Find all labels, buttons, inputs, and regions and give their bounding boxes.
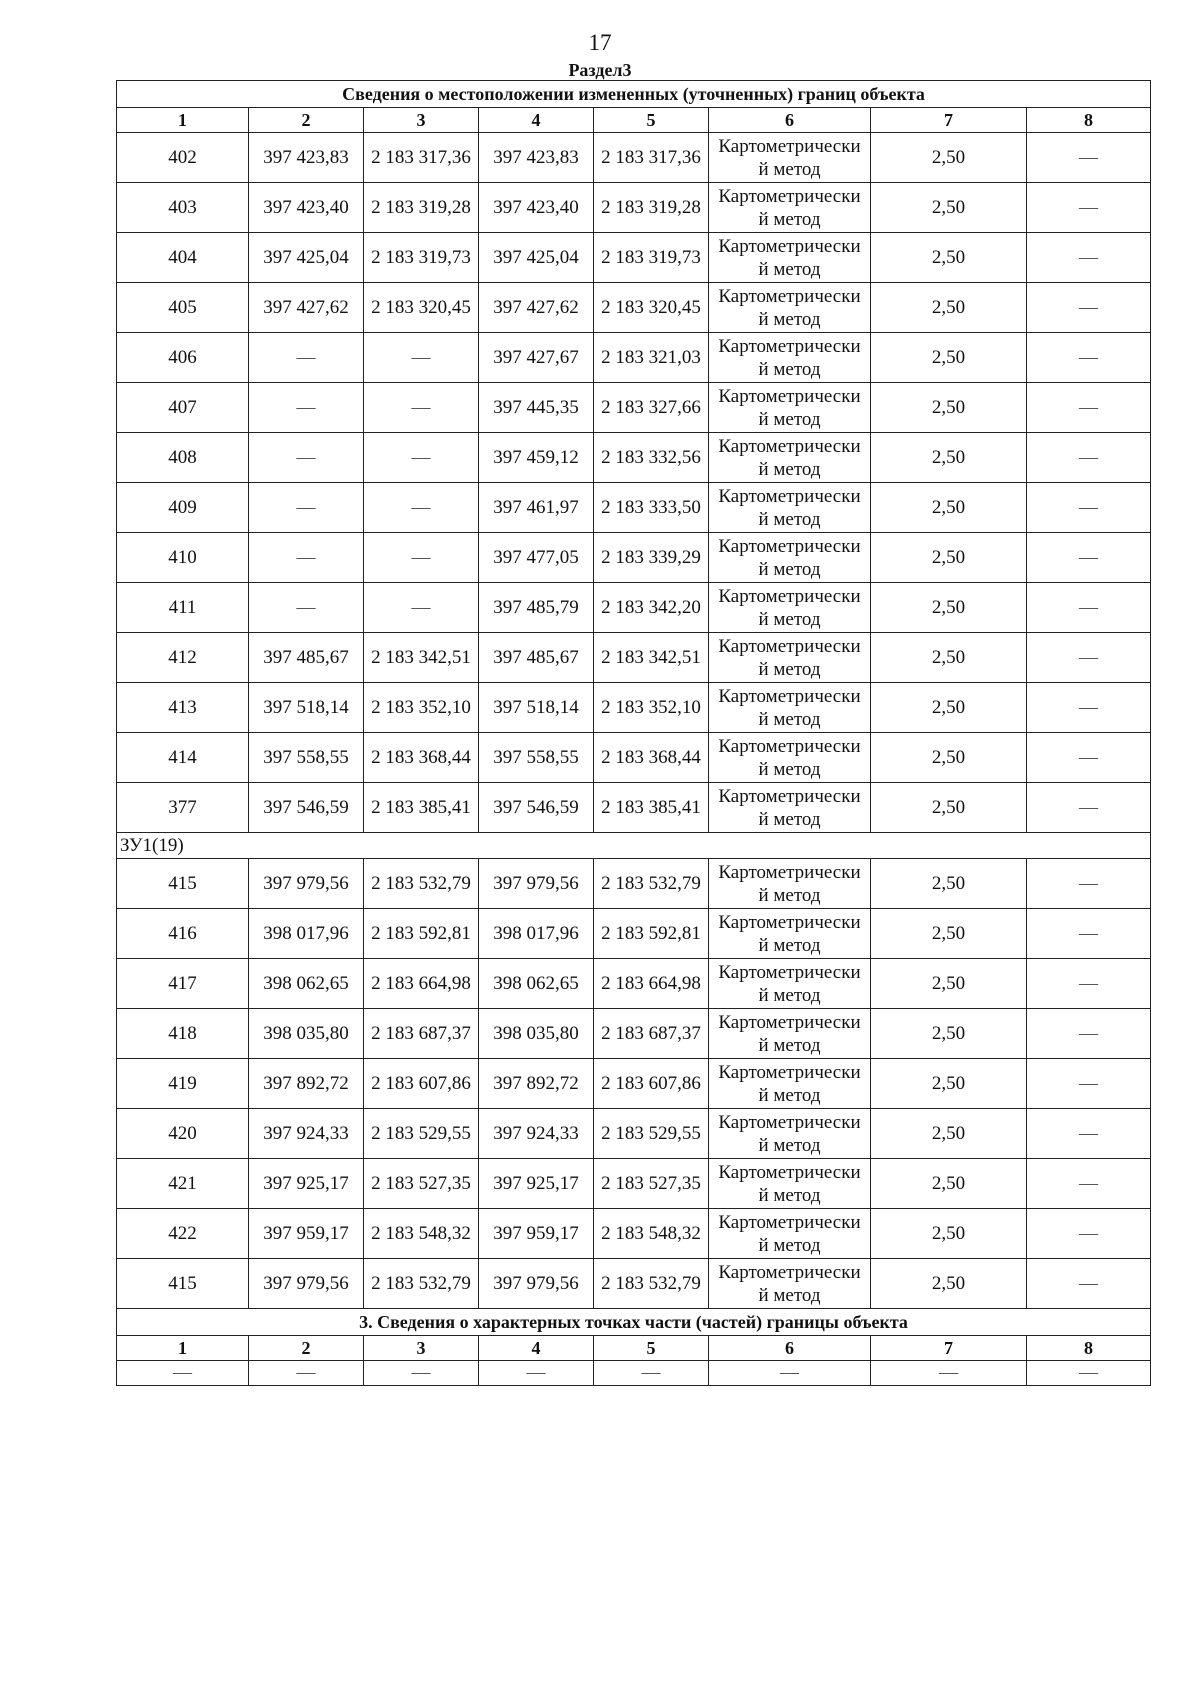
y-existing-cell: 2 183 687,37	[364, 1009, 479, 1059]
method-text-line1: Картометрически	[718, 235, 861, 257]
empty-cell: —	[249, 1361, 364, 1386]
method-text-line1: Картометрически	[718, 861, 861, 883]
x-existing-cell: 397 924,33	[249, 1109, 364, 1159]
point-number-cell: 405	[117, 283, 249, 333]
point-number-cell: 402	[117, 133, 249, 183]
table-row	[117, 1259, 1151, 1309]
y-existing-cell: 2 183 664,98	[364, 959, 479, 1009]
y-refined-cell: 2 183 548,32	[594, 1209, 709, 1259]
x-refined-cell: 397 892,72	[479, 1059, 594, 1109]
method-text-line1: Картометрически	[718, 1111, 861, 1133]
x-refined-cell: 397 924,33	[479, 1109, 594, 1159]
x-refined-cell: 397 425,04	[479, 233, 594, 283]
point-number-cell: 419	[117, 1059, 249, 1109]
y-refined-cell: 2 183 319,73	[594, 233, 709, 283]
description-cell: —	[1027, 483, 1151, 533]
description-cell: —	[1027, 383, 1151, 433]
method-text-line2: й метод	[758, 658, 821, 680]
table-row	[117, 1361, 1151, 1386]
y-refined-cell: 2 183 607,86	[594, 1059, 709, 1109]
x-existing-cell: 397 427,62	[249, 283, 364, 333]
x-refined-cell: 397 979,56	[479, 1259, 594, 1309]
description-cell: —	[1027, 333, 1151, 383]
point-number-cell: 406	[117, 333, 249, 383]
accuracy-cell: 2,50	[871, 233, 1027, 283]
y-existing-cell: 2 183 532,79	[364, 1259, 479, 1309]
column-number: 4	[479, 1336, 594, 1361]
method-cell	[709, 1109, 871, 1159]
y-existing-cell: —	[364, 433, 479, 483]
x-refined-cell: 397 558,55	[479, 733, 594, 783]
accuracy-cell: 2,50	[871, 1159, 1027, 1209]
table-title-row	[117, 81, 1151, 108]
column-number: 7	[871, 108, 1027, 133]
description-cell: —	[1027, 283, 1151, 333]
method-text-line2: й метод	[758, 1084, 821, 1106]
table-row	[117, 1009, 1151, 1059]
description-cell: —	[1027, 783, 1151, 833]
table2-title-row	[117, 1309, 1151, 1336]
x-refined-cell: 397 427,62	[479, 283, 594, 333]
y-existing-cell: 2 183 342,51	[364, 633, 479, 683]
x-existing-cell: 397 925,17	[249, 1159, 364, 1209]
table-row	[117, 433, 1151, 483]
accuracy-cell: 2,50	[871, 959, 1027, 1009]
description-cell: —	[1027, 233, 1151, 283]
method-text-line2: й метод	[758, 708, 821, 730]
accuracy-cell: 2,50	[871, 333, 1027, 383]
column-number: 7	[871, 1336, 1027, 1361]
point-number-cell: 418	[117, 1009, 249, 1059]
point-number-cell: 410	[117, 533, 249, 583]
y-refined-cell: 2 183 342,51	[594, 633, 709, 683]
point-number-cell: 412	[117, 633, 249, 683]
description-cell: —	[1027, 433, 1151, 483]
point-number-cell: 404	[117, 233, 249, 283]
method-text-line2: й метод	[758, 1034, 821, 1056]
column-number: 8	[1027, 108, 1151, 133]
method-text-line1: Картометрически	[718, 1011, 861, 1033]
x-refined-cell: 397 485,67	[479, 633, 594, 683]
x-refined-cell: 398 062,65	[479, 959, 594, 1009]
table-row	[117, 483, 1151, 533]
method-text-line1: Картометрически	[718, 335, 861, 357]
x-existing-cell: —	[249, 383, 364, 433]
point-number-cell: 415	[117, 1259, 249, 1309]
x-refined-cell: 397 477,05	[479, 533, 594, 583]
table-row	[117, 859, 1151, 909]
table-row	[117, 633, 1151, 683]
accuracy-cell: 2,50	[871, 583, 1027, 633]
empty-cell: —	[871, 1361, 1027, 1386]
method-text-line1: Картометрически	[718, 585, 861, 607]
page-number: 17	[588, 30, 612, 55]
x-existing-cell: 397 485,67	[249, 633, 364, 683]
y-refined-cell: 2 183 333,50	[594, 483, 709, 533]
y-refined-cell: 2 183 352,10	[594, 683, 709, 733]
description-cell: —	[1027, 1109, 1151, 1159]
column-number: 4	[479, 108, 594, 133]
method-text-line2: й метод	[758, 1134, 821, 1156]
x-refined-cell: 397 461,97	[479, 483, 594, 533]
x-refined-cell: 397 518,14	[479, 683, 594, 733]
column-number: 1	[117, 1336, 249, 1361]
y-refined-cell: 2 183 332,56	[594, 433, 709, 483]
method-cell	[709, 183, 871, 233]
table-row	[117, 583, 1151, 633]
table-row	[117, 783, 1151, 833]
accuracy-cell: 2,50	[871, 533, 1027, 583]
accuracy-cell: 2,50	[871, 383, 1027, 433]
point-number-cell: 411	[117, 583, 249, 633]
column-number: 2	[249, 108, 364, 133]
description-cell: —	[1027, 1209, 1151, 1259]
method-cell	[709, 333, 871, 383]
x-refined-cell: 398 017,96	[479, 909, 594, 959]
method-text-line2: й метод	[758, 458, 821, 480]
x-existing-cell: 397 979,56	[249, 1259, 364, 1309]
method-text-line1: Картометрически	[718, 435, 861, 457]
method-cell	[709, 733, 871, 783]
accuracy-cell: 2,50	[871, 733, 1027, 783]
method-text-line1: Картометрически	[718, 735, 861, 757]
y-existing-cell: —	[364, 483, 479, 533]
x-existing-cell: —	[249, 333, 364, 383]
y-refined-cell: 2 183 320,45	[594, 283, 709, 333]
method-text-line1: Картометрически	[718, 961, 861, 983]
method-text-line1: Картометрически	[718, 1161, 861, 1183]
column-number: 5	[594, 108, 709, 133]
y-existing-cell: 2 183 548,32	[364, 1209, 479, 1259]
method-cell	[709, 1209, 871, 1259]
method-text-line2: й метод	[758, 1284, 821, 1306]
method-cell	[709, 959, 871, 1009]
x-refined-cell: 397 979,56	[479, 859, 594, 909]
point-number-cell: 377	[117, 783, 249, 833]
description-cell: —	[1027, 859, 1151, 909]
x-existing-cell: 397 425,04	[249, 233, 364, 283]
method-cell	[709, 483, 871, 533]
description-cell: —	[1027, 1059, 1151, 1109]
method-text-line2: й метод	[758, 408, 821, 430]
y-refined-cell: 2 183 532,79	[594, 859, 709, 909]
x-existing-cell: 397 892,72	[249, 1059, 364, 1109]
empty-cell: —	[1027, 1361, 1151, 1386]
accuracy-cell: 2,50	[871, 1059, 1027, 1109]
method-text-line1: Картометрически	[718, 285, 861, 307]
method-text-line1: Картометрически	[718, 685, 861, 707]
x-existing-cell: 398 062,65	[249, 959, 364, 1009]
x-existing-cell: —	[249, 533, 364, 583]
x-refined-cell: 397 925,17	[479, 1159, 594, 1209]
method-cell	[709, 783, 871, 833]
y-existing-cell: 2 183 319,73	[364, 233, 479, 283]
x-refined-cell: 397 546,59	[479, 783, 594, 833]
method-text-line2: й метод	[758, 934, 821, 956]
method-text-line2: й метод	[758, 358, 821, 380]
point-number-cell: 403	[117, 183, 249, 233]
x-refined-cell: 397 423,83	[479, 133, 594, 183]
y-refined-cell: 2 183 592,81	[594, 909, 709, 959]
accuracy-cell: 2,50	[871, 183, 1027, 233]
method-text-line2: й метод	[758, 884, 821, 906]
description-cell: —	[1027, 683, 1151, 733]
x-refined-cell: 397 485,79	[479, 583, 594, 633]
boundary-table	[116, 80, 1151, 1386]
description-cell: —	[1027, 1159, 1151, 1209]
y-existing-cell: 2 183 317,36	[364, 133, 479, 183]
method-text-line1: Картометрически	[718, 911, 861, 933]
accuracy-cell: 2,50	[871, 1209, 1027, 1259]
method-text-line1: Картометрически	[718, 535, 861, 557]
accuracy-cell: 2,50	[871, 133, 1027, 183]
y-existing-cell: —	[364, 583, 479, 633]
y-refined-cell: 2 183 339,29	[594, 533, 709, 583]
column-number-row	[117, 108, 1151, 133]
table-row	[117, 1159, 1151, 1209]
accuracy-cell: 2,50	[871, 433, 1027, 483]
method-cell	[709, 433, 871, 483]
y-refined-cell: 2 183 385,41	[594, 783, 709, 833]
description-cell: —	[1027, 1259, 1151, 1309]
table-row	[117, 959, 1151, 1009]
x-existing-cell: 397 423,40	[249, 183, 364, 233]
description-cell: —	[1027, 133, 1151, 183]
method-cell	[709, 283, 871, 333]
x-refined-cell: 397 959,17	[479, 1209, 594, 1259]
point-number-cell: 414	[117, 733, 249, 783]
table-row	[117, 1109, 1151, 1159]
method-cell	[709, 383, 871, 433]
method-text-line2: й метод	[758, 984, 821, 1006]
column-number: 1	[117, 108, 249, 133]
y-refined-cell: 2 183 529,55	[594, 1109, 709, 1159]
column-number: 8	[1027, 1336, 1151, 1361]
table-title: Сведения о местоположении измененных (уточненных) границ объекта	[117, 81, 1151, 108]
table-row	[117, 533, 1151, 583]
table-row	[117, 283, 1151, 333]
y-refined-cell: 2 183 342,20	[594, 583, 709, 633]
group-label: ЗУ1(19)	[117, 833, 1151, 859]
point-number-cell: 417	[117, 959, 249, 1009]
accuracy-cell: 2,50	[871, 483, 1027, 533]
table-row	[117, 683, 1151, 733]
method-text-line1: Картометрически	[718, 1061, 861, 1083]
table-row	[117, 133, 1151, 183]
method-cell	[709, 233, 871, 283]
empty-cell: —	[594, 1361, 709, 1386]
point-number-cell: 421	[117, 1159, 249, 1209]
method-cell	[709, 533, 871, 583]
y-refined-cell: 2 183 319,28	[594, 183, 709, 233]
x-existing-cell: —	[249, 583, 364, 633]
method-cell	[709, 859, 871, 909]
y-existing-cell: 2 183 320,45	[364, 283, 479, 333]
x-existing-cell: 397 423,83	[249, 133, 364, 183]
table-row	[117, 733, 1151, 783]
method-text-line1: Картометрически	[718, 635, 861, 657]
x-refined-cell: 397 445,35	[479, 383, 594, 433]
method-text-line2: й метод	[758, 758, 821, 780]
method-text-line2: й метод	[758, 158, 821, 180]
y-refined-cell: 2 183 664,98	[594, 959, 709, 1009]
section-label: Раздел3	[568, 60, 632, 80]
x-refined-cell: 397 423,40	[479, 183, 594, 233]
method-text-line1: Картометрически	[718, 385, 861, 407]
empty-cell: —	[117, 1361, 249, 1386]
x-existing-cell: 397 959,17	[249, 1209, 364, 1259]
y-refined-cell: 2 183 687,37	[594, 1009, 709, 1059]
method-text-line1: Картометрически	[718, 1261, 861, 1283]
table-row	[117, 183, 1151, 233]
point-number-cell: 416	[117, 909, 249, 959]
method-text-line2: й метод	[758, 1234, 821, 1256]
column-number-row	[117, 1336, 1151, 1361]
method-cell	[709, 1259, 871, 1309]
method-text-line1: Картометрически	[718, 1211, 861, 1233]
table-row	[117, 333, 1151, 383]
method-text-line2: й метод	[758, 1184, 821, 1206]
accuracy-cell: 2,50	[871, 1009, 1027, 1059]
method-cell	[709, 683, 871, 733]
empty-cell: —	[479, 1361, 594, 1386]
accuracy-cell: 2,50	[871, 283, 1027, 333]
y-existing-cell: 2 183 319,28	[364, 183, 479, 233]
method-text-line1: Картометрически	[718, 185, 861, 207]
method-text-line1: Картометрически	[718, 135, 861, 157]
x-refined-cell: 398 035,80	[479, 1009, 594, 1059]
accuracy-cell: 2,50	[871, 1259, 1027, 1309]
method-cell	[709, 1159, 871, 1209]
y-existing-cell: 2 183 592,81	[364, 909, 479, 959]
column-number: 2	[249, 1336, 364, 1361]
empty-cell: —	[709, 1361, 871, 1386]
method-cell	[709, 133, 871, 183]
y-refined-cell: 2 183 317,36	[594, 133, 709, 183]
y-refined-cell: 2 183 368,44	[594, 733, 709, 783]
y-refined-cell: 2 183 327,66	[594, 383, 709, 433]
method-text-line2: й метод	[758, 258, 821, 280]
y-existing-cell: —	[364, 383, 479, 433]
column-number: 3	[364, 1336, 479, 1361]
description-cell: —	[1027, 633, 1151, 683]
x-existing-cell: 397 558,55	[249, 733, 364, 783]
description-cell: —	[1027, 583, 1151, 633]
table-row	[117, 383, 1151, 433]
y-existing-cell: 2 183 352,10	[364, 683, 479, 733]
method-text-line1: Картометрически	[718, 485, 861, 507]
accuracy-cell: 2,50	[871, 783, 1027, 833]
method-text-line2: й метод	[758, 508, 821, 530]
point-number-cell: 422	[117, 1209, 249, 1259]
x-existing-cell: 398 035,80	[249, 1009, 364, 1059]
y-refined-cell: 2 183 532,79	[594, 1259, 709, 1309]
x-existing-cell: 397 518,14	[249, 683, 364, 733]
description-cell: —	[1027, 183, 1151, 233]
point-number-cell: 420	[117, 1109, 249, 1159]
column-number: 5	[594, 1336, 709, 1361]
y-existing-cell: —	[364, 533, 479, 583]
method-text-line2: й метод	[758, 558, 821, 580]
table-row	[117, 909, 1151, 959]
y-existing-cell: 2 183 607,86	[364, 1059, 479, 1109]
description-cell: —	[1027, 909, 1151, 959]
table-row	[117, 233, 1151, 283]
column-number: 6	[709, 108, 871, 133]
column-number: 6	[709, 1336, 871, 1361]
x-refined-cell: 397 427,67	[479, 333, 594, 383]
method-text-line2: й метод	[758, 608, 821, 630]
y-existing-cell: 2 183 368,44	[364, 733, 479, 783]
accuracy-cell: 2,50	[871, 633, 1027, 683]
method-text-line2: й метод	[758, 208, 821, 230]
x-refined-cell: 397 459,12	[479, 433, 594, 483]
description-cell: —	[1027, 533, 1151, 583]
method-cell	[709, 1059, 871, 1109]
accuracy-cell: 2,50	[871, 1109, 1027, 1159]
x-existing-cell: —	[249, 483, 364, 533]
x-existing-cell: 398 017,96	[249, 909, 364, 959]
point-number-cell: 407	[117, 383, 249, 433]
method-text-line2: й метод	[758, 808, 821, 830]
point-number-cell: 415	[117, 859, 249, 909]
table-row	[117, 1209, 1151, 1259]
x-existing-cell: —	[249, 433, 364, 483]
y-existing-cell: 2 183 527,35	[364, 1159, 479, 1209]
y-existing-cell: —	[364, 333, 479, 383]
method-cell	[709, 583, 871, 633]
description-cell: —	[1027, 733, 1151, 783]
table2-title: 3. Сведения о характерных точках части (частей) границы объекта	[117, 1309, 1151, 1336]
description-cell: —	[1027, 1009, 1151, 1059]
accuracy-cell: 2,50	[871, 683, 1027, 733]
method-text-line2: й метод	[758, 308, 821, 330]
y-refined-cell: 2 183 527,35	[594, 1159, 709, 1209]
x-existing-cell: 397 546,59	[249, 783, 364, 833]
x-existing-cell: 397 979,56	[249, 859, 364, 909]
method-text-line1: Картометрически	[718, 785, 861, 807]
y-existing-cell: 2 183 529,55	[364, 1109, 479, 1159]
accuracy-cell: 2,50	[871, 909, 1027, 959]
point-number-cell: 409	[117, 483, 249, 533]
column-number: 3	[364, 108, 479, 133]
y-refined-cell: 2 183 321,03	[594, 333, 709, 383]
point-number-cell: 413	[117, 683, 249, 733]
method-cell	[709, 1009, 871, 1059]
empty-cell: —	[364, 1361, 479, 1386]
group-row	[117, 833, 1151, 859]
y-existing-cell: 2 183 385,41	[364, 783, 479, 833]
description-cell: —	[1027, 959, 1151, 1009]
accuracy-cell: 2,50	[871, 859, 1027, 909]
method-cell	[709, 633, 871, 683]
y-existing-cell: 2 183 532,79	[364, 859, 479, 909]
method-cell	[709, 909, 871, 959]
point-number-cell: 408	[117, 433, 249, 483]
table-row	[117, 1059, 1151, 1109]
